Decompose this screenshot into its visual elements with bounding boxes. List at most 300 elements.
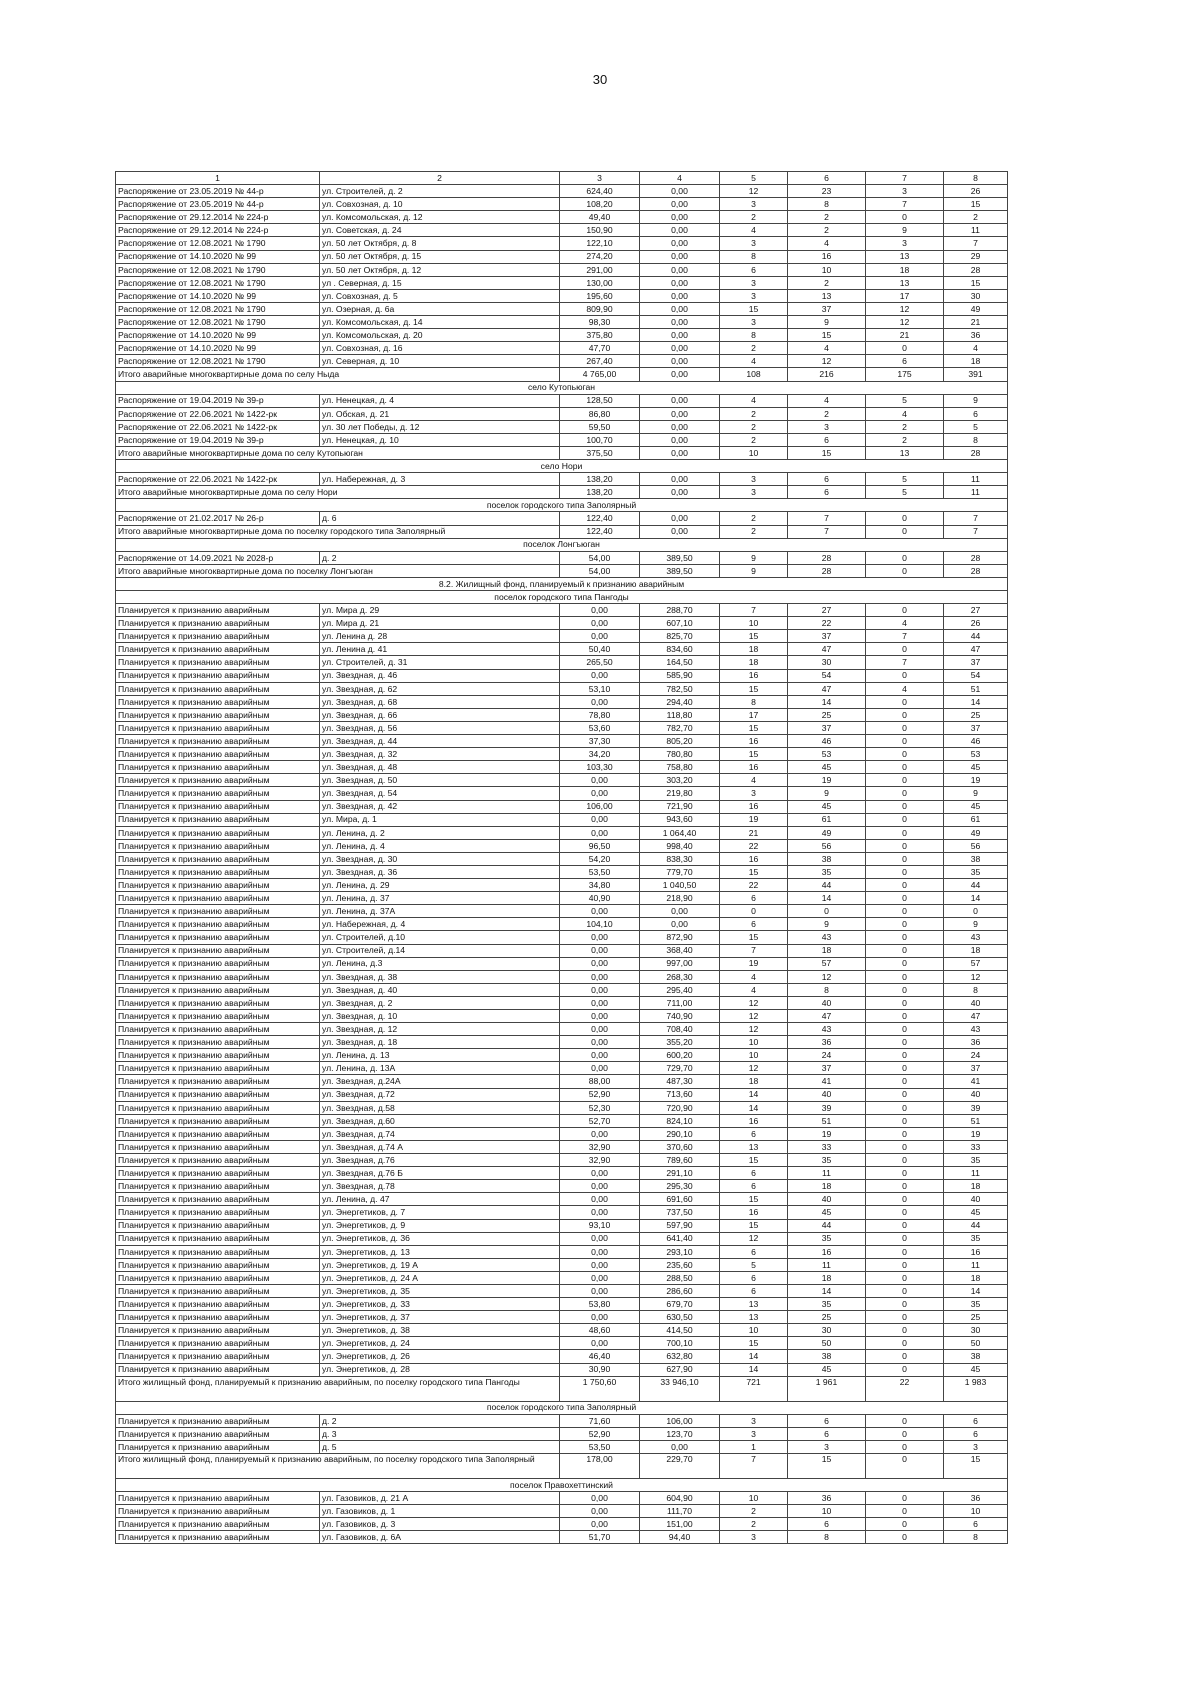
total-cell: 28 [944, 564, 1008, 577]
value-cell: 10 [944, 1505, 1008, 1518]
basis-cell: Распоряжение от 12.08.2021 № 1790 [116, 316, 320, 329]
basis-cell: Планируется к признанию аварийным [116, 970, 320, 983]
value-cell: 0,00 [560, 1023, 640, 1036]
value-cell: 713,60 [640, 1088, 720, 1101]
value-cell: 0,00 [560, 787, 640, 800]
address-cell: ул. Звездная, д. 66 [320, 708, 560, 721]
value-cell: 57 [944, 957, 1008, 970]
value-cell: 24 [944, 1049, 1008, 1062]
table-row [116, 1337, 1008, 1350]
value-cell: 0,00 [560, 1271, 640, 1284]
total-cell: 54,00 [560, 564, 640, 577]
value-cell: 5 [866, 473, 944, 486]
value-cell: 838,30 [640, 852, 720, 865]
value-cell: 0,00 [560, 1311, 640, 1324]
value-cell: 25 [944, 708, 1008, 721]
value-cell: 0,00 [640, 276, 720, 289]
value-cell: 48,60 [560, 1324, 640, 1337]
col-header: 6 [788, 172, 866, 185]
basis-cell: Планируется к признанию аварийным [116, 1337, 320, 1350]
value-cell: 0 [866, 1062, 944, 1075]
basis-cell: Распоряжение от 21.02.2017 № 26-р [116, 512, 320, 525]
value-cell: 12 [866, 316, 944, 329]
value-cell: 0,00 [640, 302, 720, 315]
value-cell: 0,00 [560, 1180, 640, 1193]
table-row [116, 1219, 1008, 1232]
value-cell: 43 [944, 931, 1008, 944]
value-cell: 8 [788, 983, 866, 996]
table-row [116, 826, 1008, 839]
value-cell: 45 [788, 761, 866, 774]
value-cell: 44 [788, 1219, 866, 1232]
address-cell: ул. Звездная, д.74 [320, 1127, 560, 1140]
value-cell: 4 [788, 394, 866, 407]
basis-cell: Планируется к признанию аварийным [116, 905, 320, 918]
address-cell: ул. Ленина, д.3 [320, 957, 560, 970]
value-cell: 13 [720, 1140, 788, 1153]
value-cell: 15 [720, 931, 788, 944]
value-cell: 30,90 [560, 1363, 640, 1376]
value-cell: 10 [720, 1036, 788, 1049]
table-row [116, 1114, 1008, 1127]
value-cell: 597,90 [640, 1219, 720, 1232]
value-cell: 12 [866, 302, 944, 315]
section-title: село Нори [116, 460, 1008, 473]
value-cell: 0 [866, 1531, 944, 1544]
value-cell: 14 [720, 1088, 788, 1101]
value-cell: 782,70 [640, 721, 720, 734]
address-cell: ул. Энергетиков, д. 7 [320, 1206, 560, 1219]
address-cell: ул. Ненецкая, д. 10 [320, 433, 560, 446]
value-cell: 34,20 [560, 748, 640, 761]
value-cell: 0 [866, 918, 944, 931]
total-cell: 1 983 [944, 1376, 1008, 1401]
basis-cell: Распоряжение от 12.08.2021 № 1790 [116, 276, 320, 289]
value-cell: 37 [788, 302, 866, 315]
value-cell: 0,00 [560, 1167, 640, 1180]
table-row [116, 800, 1008, 813]
address-cell: ул. Ленина, д. 13 [320, 1049, 560, 1062]
value-cell: 7 [944, 237, 1008, 250]
basis-cell: Планируется к признанию аварийным [116, 944, 320, 957]
value-cell: 34,80 [560, 879, 640, 892]
address-cell: ул. Звездная, д.60 [320, 1114, 560, 1127]
value-cell: 12 [720, 1232, 788, 1245]
value-cell: 28 [944, 551, 1008, 564]
basis-cell: Планируется к признанию аварийным [116, 1271, 320, 1284]
total-cell: 5 [866, 486, 944, 499]
value-cell: 389,50 [640, 551, 720, 564]
basis-cell: Планируется к признанию аварийным [116, 1114, 320, 1127]
value-cell: 53 [788, 748, 866, 761]
value-cell: 1 064,40 [640, 826, 720, 839]
basis-cell: Планируется к признанию аварийным [116, 1311, 320, 1324]
total-row [116, 1376, 1008, 1401]
value-cell: 4 [788, 342, 866, 355]
table-row [116, 1505, 1008, 1518]
value-cell: 35 [944, 1154, 1008, 1167]
value-cell: 41 [944, 1075, 1008, 1088]
value-cell: 15 [720, 1337, 788, 1350]
value-cell: 111,70 [640, 1505, 720, 1518]
value-cell: 71,60 [560, 1414, 640, 1427]
value-cell: 0 [866, 1114, 944, 1127]
value-cell: 4 [720, 224, 788, 237]
address-cell: ул. Ненецкая, д. 4 [320, 394, 560, 407]
value-cell: 16 [720, 1206, 788, 1219]
value-cell: 5 [866, 394, 944, 407]
value-cell: 6 [720, 1271, 788, 1284]
total-label: Итого жилищный фонд, планируемый к признанию аварийным, по поселку городского типа Заполярный [116, 1454, 560, 1479]
value-cell: 0 [866, 1518, 944, 1531]
value-cell: 3 [720, 276, 788, 289]
value-cell: 16 [720, 669, 788, 682]
value-cell: 2 [788, 211, 866, 224]
value-cell: 6 [788, 1414, 866, 1427]
table-row [116, 1075, 1008, 1088]
total-cell: 138,20 [560, 486, 640, 499]
table-row [116, 1088, 1008, 1101]
total-row [116, 486, 1008, 499]
basis-cell: Планируется к признанию аварийным [116, 1049, 320, 1062]
value-cell: 164,50 [640, 656, 720, 669]
value-cell: 54,00 [560, 551, 640, 564]
value-cell: 218,90 [640, 892, 720, 905]
col-header: 2 [320, 172, 560, 185]
table-row [116, 1206, 1008, 1219]
address-cell: ул. Звездная, д.78 [320, 1180, 560, 1193]
total-label: Итого аварийные многоквартирные дома по поселку городского типа Заполярный [116, 525, 560, 538]
value-cell: 3 [720, 1414, 788, 1427]
address-cell: ул. Совхозная, д. 5 [320, 289, 560, 302]
value-cell: 33 [788, 1140, 866, 1153]
address-cell: ул. Звездная, д.76 Б [320, 1167, 560, 1180]
value-cell: 998,40 [640, 839, 720, 852]
basis-cell: Планируется к признанию аварийным [116, 1127, 320, 1140]
value-cell: 0 [866, 695, 944, 708]
value-cell: 0 [866, 669, 944, 682]
value-cell: 0 [866, 1075, 944, 1088]
table-row [116, 316, 1008, 329]
table-row [116, 695, 1008, 708]
address-cell: ул. Звездная, д. 48 [320, 761, 560, 774]
value-cell: 88,00 [560, 1075, 640, 1088]
value-cell: 41 [788, 1075, 866, 1088]
value-cell: 39 [788, 1101, 866, 1114]
value-cell: 630,50 [640, 1311, 720, 1324]
value-cell: 14 [944, 892, 1008, 905]
address-cell: ул. Звездная, д. 12 [320, 1023, 560, 1036]
value-cell: 0,00 [640, 224, 720, 237]
value-cell: 56 [788, 839, 866, 852]
value-cell: 290,10 [640, 1127, 720, 1140]
value-cell: 0 [866, 551, 944, 564]
basis-cell: Планируется к признанию аварийным [116, 892, 320, 905]
total-cell: 721 [720, 1376, 788, 1401]
value-cell: 265,50 [560, 656, 640, 669]
value-cell: 12 [720, 1010, 788, 1023]
total-cell: 122,40 [560, 525, 640, 538]
value-cell: 0 [866, 983, 944, 996]
basis-cell: Планируется к признанию аварийным [116, 826, 320, 839]
total-cell: 22 [866, 1376, 944, 1401]
basis-cell: Планируется к признанию аварийным [116, 1531, 320, 1544]
value-cell: 0,00 [640, 1440, 720, 1453]
value-cell: 6 [788, 473, 866, 486]
basis-cell: Планируется к признанию аварийным [116, 800, 320, 813]
address-cell: ул. 50 лет Октября, д. 8 [320, 237, 560, 250]
basis-cell: Планируется к признанию аварийным [116, 1324, 320, 1337]
table-row [116, 669, 1008, 682]
value-cell: 3 [720, 289, 788, 302]
value-cell: 14 [720, 1101, 788, 1114]
value-cell: 14 [720, 1350, 788, 1363]
basis-cell: Распоряжение от 19.04.2019 № 39-р [116, 394, 320, 407]
value-cell: 286,60 [640, 1284, 720, 1297]
value-cell: 0 [866, 1284, 944, 1297]
value-cell: 4 [720, 983, 788, 996]
value-cell: 0,00 [560, 695, 640, 708]
value-cell: 10 [720, 617, 788, 630]
value-cell: 4 [720, 355, 788, 368]
value-cell: 49,40 [560, 211, 640, 224]
value-cell: 16 [788, 1245, 866, 1258]
table-row [116, 250, 1008, 263]
value-cell: 0 [866, 1258, 944, 1271]
value-cell: 16 [720, 1114, 788, 1127]
value-cell: 13 [866, 250, 944, 263]
value-cell: 0,00 [560, 983, 640, 996]
address-cell: ул. Ленина, д. 13А [320, 1062, 560, 1075]
address-cell: ул. Совхозная, д. 16 [320, 342, 560, 355]
total-cell: 15 [788, 1454, 866, 1479]
value-cell: 627,90 [640, 1363, 720, 1376]
table-row [116, 355, 1008, 368]
basis-cell: Распоряжение от 12.08.2021 № 1790 [116, 302, 320, 315]
value-cell: 0 [866, 1311, 944, 1324]
basis-cell: Распоряжение от 14.10.2020 № 99 [116, 342, 320, 355]
value-cell: 18 [866, 263, 944, 276]
total-cell: 391 [944, 368, 1008, 381]
value-cell: 46 [788, 735, 866, 748]
col-header: 3 [560, 172, 640, 185]
value-cell: 3 [788, 420, 866, 433]
value-cell: 2 [720, 407, 788, 420]
value-cell: 35 [788, 1232, 866, 1245]
table-row [116, 1258, 1008, 1271]
value-cell: 17 [720, 708, 788, 721]
value-cell: 0 [866, 721, 944, 734]
column-number-header [116, 172, 1008, 185]
value-cell: 2 [720, 1518, 788, 1531]
value-cell: 150,90 [560, 224, 640, 237]
value-cell: 0,00 [560, 630, 640, 643]
value-cell: 18 [788, 1180, 866, 1193]
value-cell: 8 [720, 329, 788, 342]
value-cell: 943,60 [640, 813, 720, 826]
basis-cell: Распоряжение от 14.10.2020 № 99 [116, 250, 320, 263]
value-cell: 35 [788, 865, 866, 878]
value-cell: 825,70 [640, 630, 720, 643]
value-cell: 106,00 [640, 1414, 720, 1427]
table-row [116, 944, 1008, 957]
value-cell: 6 [720, 918, 788, 931]
value-cell: 16 [720, 800, 788, 813]
value-cell: 15 [720, 1193, 788, 1206]
address-cell: ул. 50 лет Октября, д. 12 [320, 263, 560, 276]
value-cell: 295,30 [640, 1180, 720, 1193]
section-header-row [116, 1479, 1008, 1492]
address-cell: ул. Комсомольская, д. 12 [320, 211, 560, 224]
value-cell: 18 [944, 1180, 1008, 1193]
col-header: 1 [116, 172, 320, 185]
total-cell: 229,70 [640, 1454, 720, 1479]
section-title: поселок городского типа Заполярный [116, 1401, 1008, 1414]
table-row [116, 721, 1008, 734]
value-cell: 2 [720, 211, 788, 224]
address-cell: ул. Комсомольская, д. 14 [320, 316, 560, 329]
value-cell: 8 [720, 695, 788, 708]
table-row [116, 1154, 1008, 1167]
basis-cell: Планируется к признанию аварийным [116, 839, 320, 852]
total-cell: 0 [866, 525, 944, 538]
value-cell: 24 [788, 1049, 866, 1062]
value-cell: 6 [788, 433, 866, 446]
value-cell: 0 [866, 1298, 944, 1311]
address-cell: ул. Звездная, д. 46 [320, 669, 560, 682]
value-cell: 0 [866, 1010, 944, 1023]
value-cell: 8 [788, 198, 866, 211]
table-row [116, 224, 1008, 237]
total-cell: 0,00 [640, 525, 720, 538]
address-cell: ул. Ленина, д. 37А [320, 905, 560, 918]
table-row [116, 420, 1008, 433]
value-cell: 600,20 [640, 1049, 720, 1062]
value-cell: 19 [788, 1127, 866, 1140]
table-row [116, 263, 1008, 276]
value-cell: 54 [788, 669, 866, 682]
total-cell: 28 [944, 446, 1008, 459]
value-cell: 268,30 [640, 970, 720, 983]
value-cell: 997,00 [640, 957, 720, 970]
value-cell: 13 [720, 1298, 788, 1311]
value-cell: 93,10 [560, 1219, 640, 1232]
basis-cell: Планируется к признанию аварийным [116, 1505, 320, 1518]
basis-cell: Планируется к признанию аварийным [116, 1284, 320, 1297]
basis-cell: Распоряжение от 14.10.2020 № 99 [116, 289, 320, 302]
value-cell: 291,00 [560, 263, 640, 276]
total-row [116, 446, 1008, 459]
basis-cell: Планируется к признанию аварийным [116, 1258, 320, 1271]
col-header: 7 [866, 172, 944, 185]
table-row [116, 185, 1008, 198]
value-cell: 0,00 [640, 198, 720, 211]
value-cell: 780,80 [640, 748, 720, 761]
value-cell: 22 [720, 839, 788, 852]
address-cell: ул. Совхозная, д. 10 [320, 198, 560, 211]
table-row [116, 1232, 1008, 1245]
value-cell: 779,70 [640, 865, 720, 878]
basis-cell: Планируется к признанию аварийным [116, 708, 320, 721]
value-cell: 47,70 [560, 342, 640, 355]
basis-cell: Планируется к признанию аварийным [116, 931, 320, 944]
value-cell: 35 [944, 865, 1008, 878]
basis-cell: Планируется к признанию аварийным [116, 1219, 320, 1232]
address-cell: ул. Строителей, д. 2 [320, 185, 560, 198]
value-cell: 0,00 [640, 420, 720, 433]
value-cell: 2 [720, 342, 788, 355]
value-cell: 0 [866, 787, 944, 800]
value-cell: 0,00 [560, 1206, 640, 1219]
section-header-row [116, 381, 1008, 394]
basis-cell: Планируется к признанию аварийным [116, 787, 320, 800]
table-row [116, 708, 1008, 721]
basis-cell: Планируется к признанию аварийным [116, 879, 320, 892]
value-cell: 10 [720, 1049, 788, 1062]
address-cell: ул. Звездная, д.76 [320, 1154, 560, 1167]
value-cell: 0 [866, 970, 944, 983]
basis-cell: Планируется к признанию аварийным [116, 1062, 320, 1075]
total-cell: 7 [788, 525, 866, 538]
value-cell: 721,90 [640, 800, 720, 813]
value-cell: 123,70 [640, 1427, 720, 1440]
value-cell: 0,00 [640, 512, 720, 525]
value-cell: 15 [944, 198, 1008, 211]
value-cell: 0 [866, 1363, 944, 1376]
value-cell: 44 [944, 879, 1008, 892]
table-row [116, 931, 1008, 944]
value-cell: 2 [720, 433, 788, 446]
basis-cell: Планируется к признанию аварийным [116, 630, 320, 643]
value-cell: 14 [720, 1363, 788, 1376]
value-cell: 43 [788, 1023, 866, 1036]
value-cell: 38 [944, 1350, 1008, 1363]
section-title: 8.2. Жилищный фонд, планируемый к признанию аварийным [116, 577, 1008, 590]
value-cell: 0 [866, 1140, 944, 1153]
value-cell: 19 [788, 774, 866, 787]
basis-cell: Планируется к признанию аварийным [116, 1440, 320, 1453]
value-cell: 21 [944, 316, 1008, 329]
value-cell: 0 [866, 604, 944, 617]
basis-cell: Распоряжение от 22.06.2021 № 1422-рк [116, 420, 320, 433]
value-cell: 0 [866, 879, 944, 892]
value-cell: 0 [866, 813, 944, 826]
section-title: поселок Правохеттинский [116, 1479, 1008, 1492]
value-cell: 29 [944, 250, 1008, 263]
value-cell: 13 [720, 1311, 788, 1324]
value-cell: 22 [788, 617, 866, 630]
value-cell: 0,00 [560, 1232, 640, 1245]
table-row [116, 302, 1008, 315]
value-cell: 2 [720, 512, 788, 525]
value-cell: 0 [866, 1440, 944, 1453]
value-cell: 151,00 [640, 1518, 720, 1531]
table-row [116, 761, 1008, 774]
basis-cell: Распоряжение от 14.09.2021 № 2028-р [116, 551, 320, 564]
table-row [116, 512, 1008, 525]
value-cell: 0,00 [640, 342, 720, 355]
value-cell: 0,00 [560, 957, 640, 970]
table-row [116, 957, 1008, 970]
address-cell: ул. 50 лет Октября, д. 15 [320, 250, 560, 263]
value-cell: 53,80 [560, 1298, 640, 1311]
value-cell: 0,00 [560, 1062, 640, 1075]
value-cell: 15 [720, 682, 788, 695]
address-cell: ул. Звездная, д. 40 [320, 983, 560, 996]
table-row [116, 865, 1008, 878]
table-row [116, 983, 1008, 996]
table-row [116, 1350, 1008, 1363]
